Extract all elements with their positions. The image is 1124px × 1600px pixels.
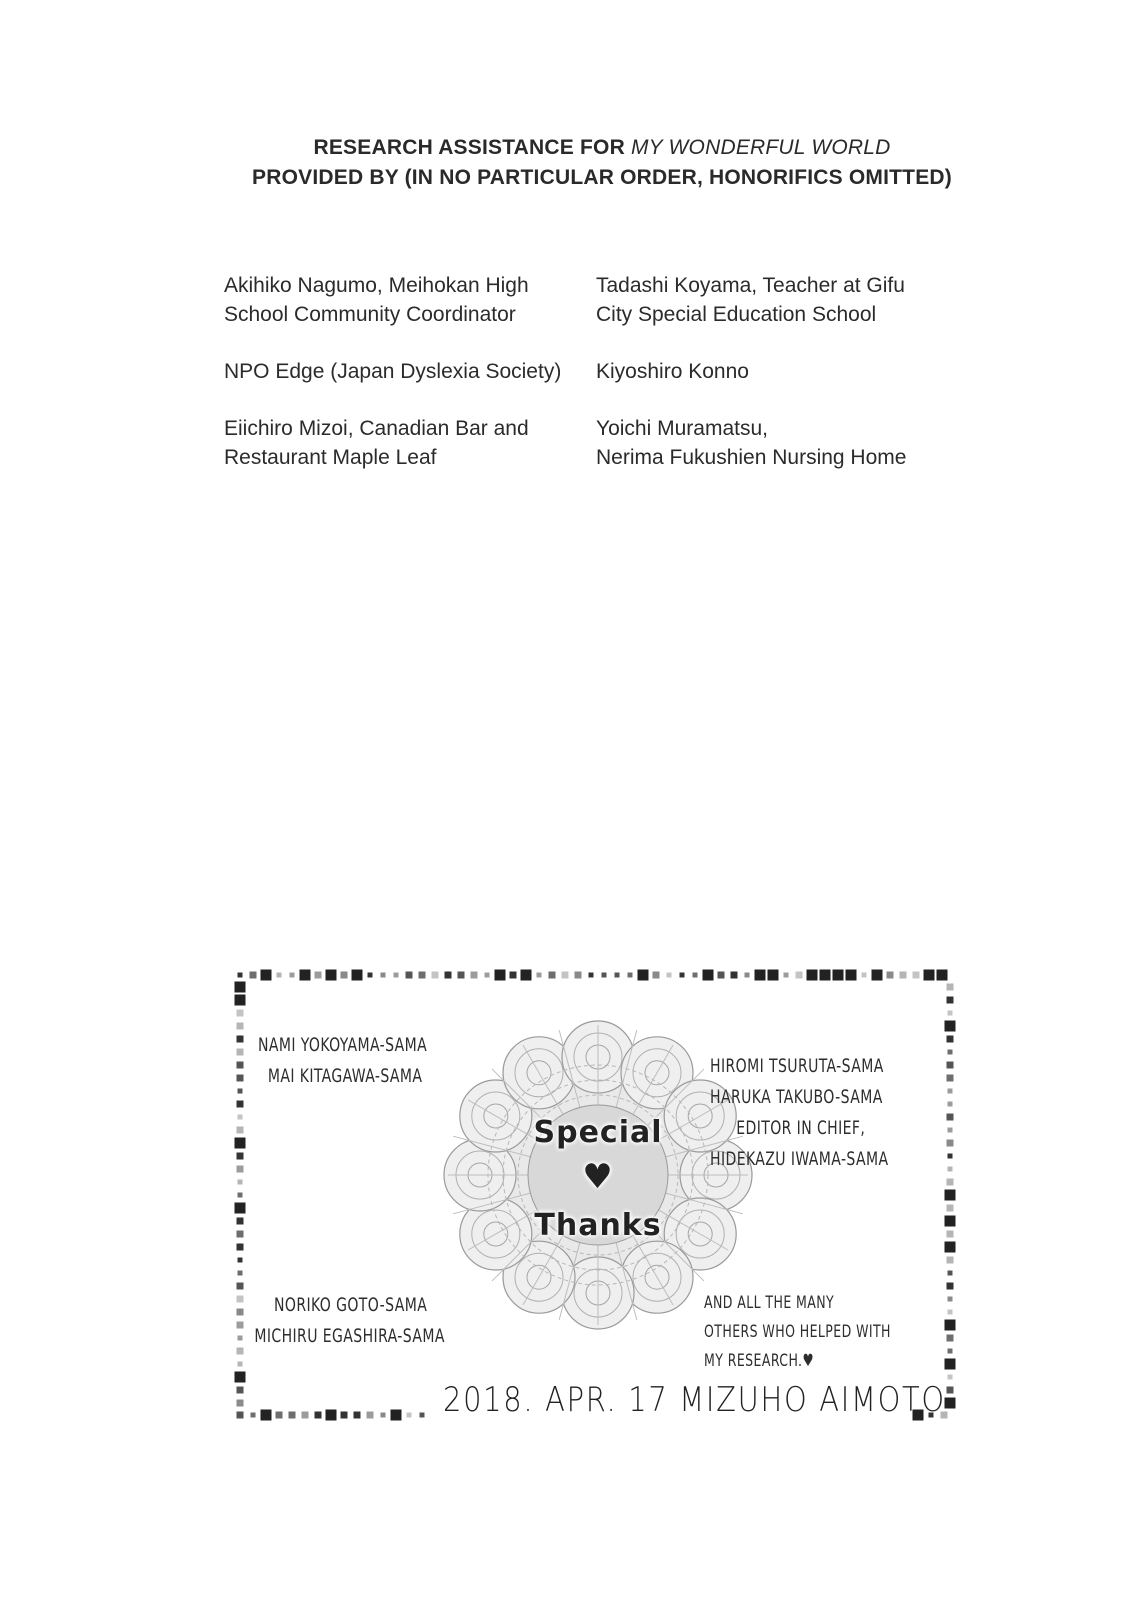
thanks-note: OTHERS WHO HELPED WITH: [704, 1322, 891, 1342]
thanks-name: HIDEKAZU IWAMA-SAMA: [710, 1148, 889, 1170]
thanks-name: NAMI YOKOYAMA-SAMA: [258, 1034, 428, 1056]
thanks-group-top-right: [710, 1051, 889, 1175]
credit-entry: [224, 357, 561, 386]
heart-icon: ♥: [582, 1157, 614, 1197]
heading-line-2: PROVIDED BY (IN NO PARTICULAR ORDER, HONORIFICS OMITTED): [252, 166, 952, 189]
credit-line: School Community Coordinator: [224, 303, 516, 326]
credit-line: NPO Edge (Japan Dyslexia Society): [224, 360, 562, 383]
credit-line: Nerima Fukushien Nursing Home: [596, 446, 907, 469]
thanks-name: MICHIRU EGASHIRA-SAMA: [254, 1325, 445, 1347]
credit-entry: [596, 357, 749, 386]
credit-line: Tadashi Koyama, Teacher at Gifu: [596, 274, 905, 297]
thanks-note: MY RESEARCH.♥: [704, 1351, 815, 1371]
credit-line: Kiyoshiro Konno: [596, 360, 749, 383]
thanks-name: MAI KITAGAWA-SAMA: [267, 1065, 423, 1087]
thanks-group-bottom-left: [254, 1290, 445, 1352]
thanks-group-bottom-right: [704, 1289, 891, 1376]
credit-line: Restaurant Maple Leaf: [224, 446, 437, 469]
credit-line: Akihiko Nagumo, Meihokan High: [224, 274, 529, 297]
credit-line: Eiichiro Mizoi, Canadian Bar and: [224, 417, 529, 440]
thanks-group-top-left: [258, 1030, 427, 1092]
thanks-word: Thanks: [534, 1208, 662, 1243]
credit-entry: [596, 414, 906, 472]
credit-line: Yoichi Muramatsu,: [596, 417, 768, 440]
special-thanks-card: [228, 965, 963, 1425]
date-signature: 2018. APR. 17 MIZUHO AIMOTO: [443, 1380, 946, 1420]
thanks-name: NORIKO GOTO-SAMA: [274, 1294, 428, 1316]
book-title: MY WONDERFUL WORLD: [630, 136, 891, 159]
credit-entry: [224, 414, 529, 472]
thanks-name: HARUKA TAKUBO-SAMA: [710, 1086, 883, 1108]
thanks-name: EDITOR IN CHIEF,: [736, 1117, 866, 1139]
heading-prefix: RESEARCH ASSISTANCE FOR: [313, 136, 631, 159]
thanks-note: AND ALL THE MANY: [704, 1293, 835, 1313]
credit-line: City Special Education School: [596, 303, 877, 326]
thanks-name: HIROMI TSURUTA-SAMA: [710, 1055, 884, 1077]
credit-entry: [596, 271, 905, 329]
credit-entry: [224, 271, 529, 329]
special-word: Special: [533, 1115, 663, 1150]
heading-line-1: [40, 133, 1124, 163]
